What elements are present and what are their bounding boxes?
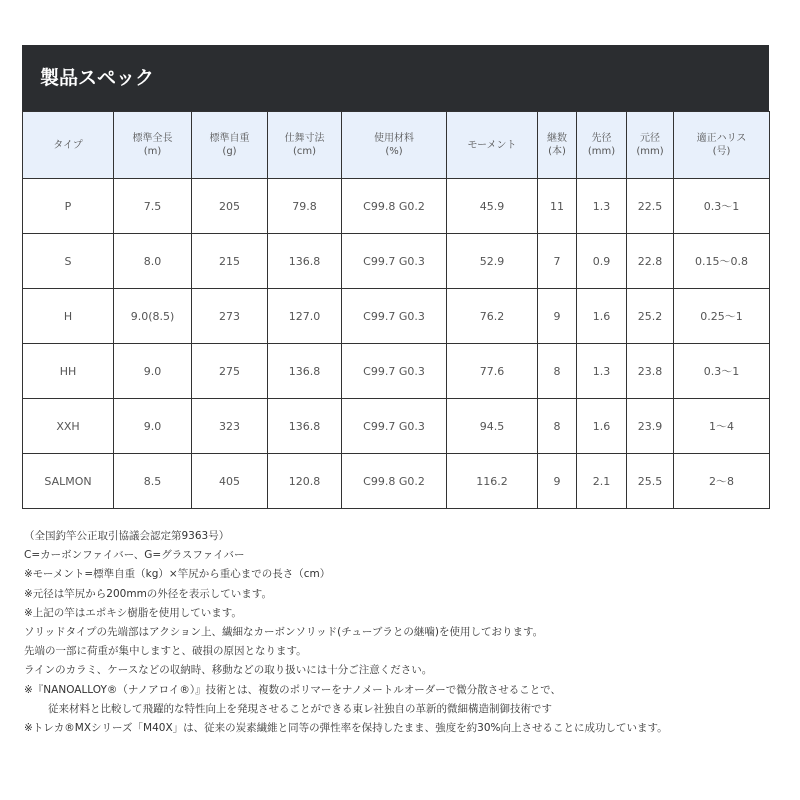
cell-line-rating: 0.3〜1 bbox=[674, 179, 770, 234]
cell-weight: 205 bbox=[192, 179, 268, 234]
cell-tip-diameter: 1.6 bbox=[577, 289, 627, 344]
cell-closed-length: 120.8 bbox=[268, 454, 342, 509]
note-line: ※上記の竿はエポキシ樹脂を使用しています。 bbox=[24, 606, 242, 619]
cell-closed-length: 127.0 bbox=[268, 289, 342, 344]
cell-moment: 116.2 bbox=[447, 454, 538, 509]
cell-tip-diameter: 1.3 bbox=[577, 344, 627, 399]
cell-material: C99.8 G0.2 bbox=[342, 454, 447, 509]
cell-type: H bbox=[23, 289, 114, 344]
cell-sections: 7 bbox=[538, 234, 577, 289]
cell-material: C99.7 G0.3 bbox=[342, 289, 447, 344]
cell-line-rating: 1〜4 bbox=[674, 399, 770, 454]
table-row bbox=[23, 179, 770, 234]
cell-closed-length: 136.8 bbox=[268, 399, 342, 454]
cell-tip-diameter: 2.1 bbox=[577, 454, 627, 509]
note-line: 従来材料と比較して飛躍的な特性向上を発現させることができる東レ社独自の革新的微細構造制御技術です bbox=[48, 702, 552, 715]
cell-length: 8.5 bbox=[114, 454, 192, 509]
table-row bbox=[23, 454, 770, 509]
cell-closed-length: 136.8 bbox=[268, 234, 342, 289]
cell-tip-diameter: 1.6 bbox=[577, 399, 627, 454]
cell-moment: 52.9 bbox=[447, 234, 538, 289]
cell-material: C99.7 G0.3 bbox=[342, 344, 447, 399]
cell-weight: 405 bbox=[192, 454, 268, 509]
col-header-line-rating: 適正ハリス (号) bbox=[674, 112, 770, 179]
cell-sections: 8 bbox=[538, 344, 577, 399]
col-header-moment: モーメント bbox=[447, 112, 538, 179]
note-line: ソリッドタイプの先端部はアクション上、繊細なカーボンソリッド(チューブラとの継噛)を使用しております。 bbox=[24, 626, 544, 639]
table-row bbox=[23, 289, 770, 344]
cell-weight: 215 bbox=[192, 234, 268, 289]
col-header-butt-diameter: 元径 (mm) bbox=[627, 112, 674, 179]
cell-material: C99.7 G0.3 bbox=[342, 399, 447, 454]
cell-length: 9.0 bbox=[114, 344, 192, 399]
cell-sections: 8 bbox=[538, 399, 577, 454]
cell-length: 7.5 bbox=[114, 179, 192, 234]
note-line: 先端の一部に荷重が集中しますと、破損の原因となります。 bbox=[24, 645, 307, 658]
cell-type: SALMON bbox=[23, 454, 114, 509]
cell-tip-diameter: 0.9 bbox=[577, 234, 627, 289]
col-header-closed-length: 仕舞寸法 (cm) bbox=[268, 112, 342, 179]
cell-closed-length: 79.8 bbox=[268, 179, 342, 234]
col-header-material: 使用材料 (%) bbox=[342, 112, 447, 179]
col-header-sections: 継数 (本) bbox=[538, 112, 577, 179]
note-line: （全国釣竿公正取引協議会認定第9363号） bbox=[24, 530, 230, 542]
cell-line-rating: 0.25〜1 bbox=[674, 289, 770, 344]
note-line: ※元径は竿尻から200mmの外径を表示しています。 bbox=[24, 587, 272, 600]
cell-line-rating: 0.15〜0.8 bbox=[674, 234, 770, 289]
cell-sections: 11 bbox=[538, 179, 577, 234]
cell-moment: 77.6 bbox=[447, 344, 538, 399]
cell-type: P bbox=[23, 179, 114, 234]
table-row bbox=[23, 344, 770, 399]
cell-closed-length: 136.8 bbox=[268, 344, 342, 399]
cell-length: 9.0 bbox=[114, 399, 192, 454]
table-row bbox=[23, 399, 770, 454]
cell-sections: 9 bbox=[538, 289, 577, 344]
col-header-type: タイプ bbox=[23, 112, 114, 179]
cell-type: S bbox=[23, 234, 114, 289]
cell-sections: 9 bbox=[538, 454, 577, 509]
cell-butt-diameter: 23.8 bbox=[627, 344, 674, 399]
cell-type: XXH bbox=[23, 399, 114, 454]
note-line: ※トレカ®MXシリーズ「M40X」は、従来の炭素繊維と同等の弾性率を保持したまま、強度を約30%向上させることに成功しています。 bbox=[24, 722, 668, 735]
cell-line-rating: 0.3〜1 bbox=[674, 344, 770, 399]
cell-butt-diameter: 25.2 bbox=[627, 289, 674, 344]
cell-type: HH bbox=[23, 344, 114, 399]
cell-butt-diameter: 23.9 bbox=[627, 399, 674, 454]
cell-weight: 275 bbox=[192, 344, 268, 399]
note-line: ラインのカラミ、ケースなどの収納時、移動などの取り扱いには十分ご注意ください。 bbox=[24, 664, 433, 677]
cell-butt-diameter: 25.5 bbox=[627, 454, 674, 509]
note-line: ※『NANOALLOY®（ナノアロイ®）』技術とは、複数のポリマーをナノメートルオーダーで微分散させることで、 bbox=[24, 683, 562, 696]
page-title: 製品スペック bbox=[40, 67, 155, 89]
table-row bbox=[23, 234, 770, 289]
cell-material: C99.8 G0.2 bbox=[342, 179, 447, 234]
spec-table bbox=[22, 111, 770, 509]
col-header-length: 標準全長 (m) bbox=[114, 112, 192, 179]
cell-length: 9.0(8.5) bbox=[114, 289, 192, 344]
cell-butt-diameter: 22.8 bbox=[627, 234, 674, 289]
cell-moment: 94.5 bbox=[447, 399, 538, 454]
cell-length: 8.0 bbox=[114, 234, 192, 289]
col-header-tip-diameter: 先径 (mm) bbox=[577, 112, 627, 179]
cell-line-rating: 2〜8 bbox=[674, 454, 770, 509]
cell-butt-diameter: 22.5 bbox=[627, 179, 674, 234]
spec-notes bbox=[24, 527, 784, 738]
cell-tip-diameter: 1.3 bbox=[577, 179, 627, 234]
note-line: C=カーボンファイバー、G=グラスファイバー bbox=[24, 549, 245, 562]
col-header-weight: 標準自重 (g) bbox=[192, 112, 268, 179]
cell-weight: 323 bbox=[192, 399, 268, 454]
cell-moment: 76.2 bbox=[447, 289, 538, 344]
table-header-row bbox=[23, 112, 770, 179]
cell-material: C99.7 G0.3 bbox=[342, 234, 447, 289]
note-line: ※モーメント=標準自重（kg）×竿尻から重心までの長さ（cm） bbox=[24, 568, 331, 581]
spec-header bbox=[22, 45, 769, 111]
cell-weight: 273 bbox=[192, 289, 268, 344]
cell-moment: 45.9 bbox=[447, 179, 538, 234]
